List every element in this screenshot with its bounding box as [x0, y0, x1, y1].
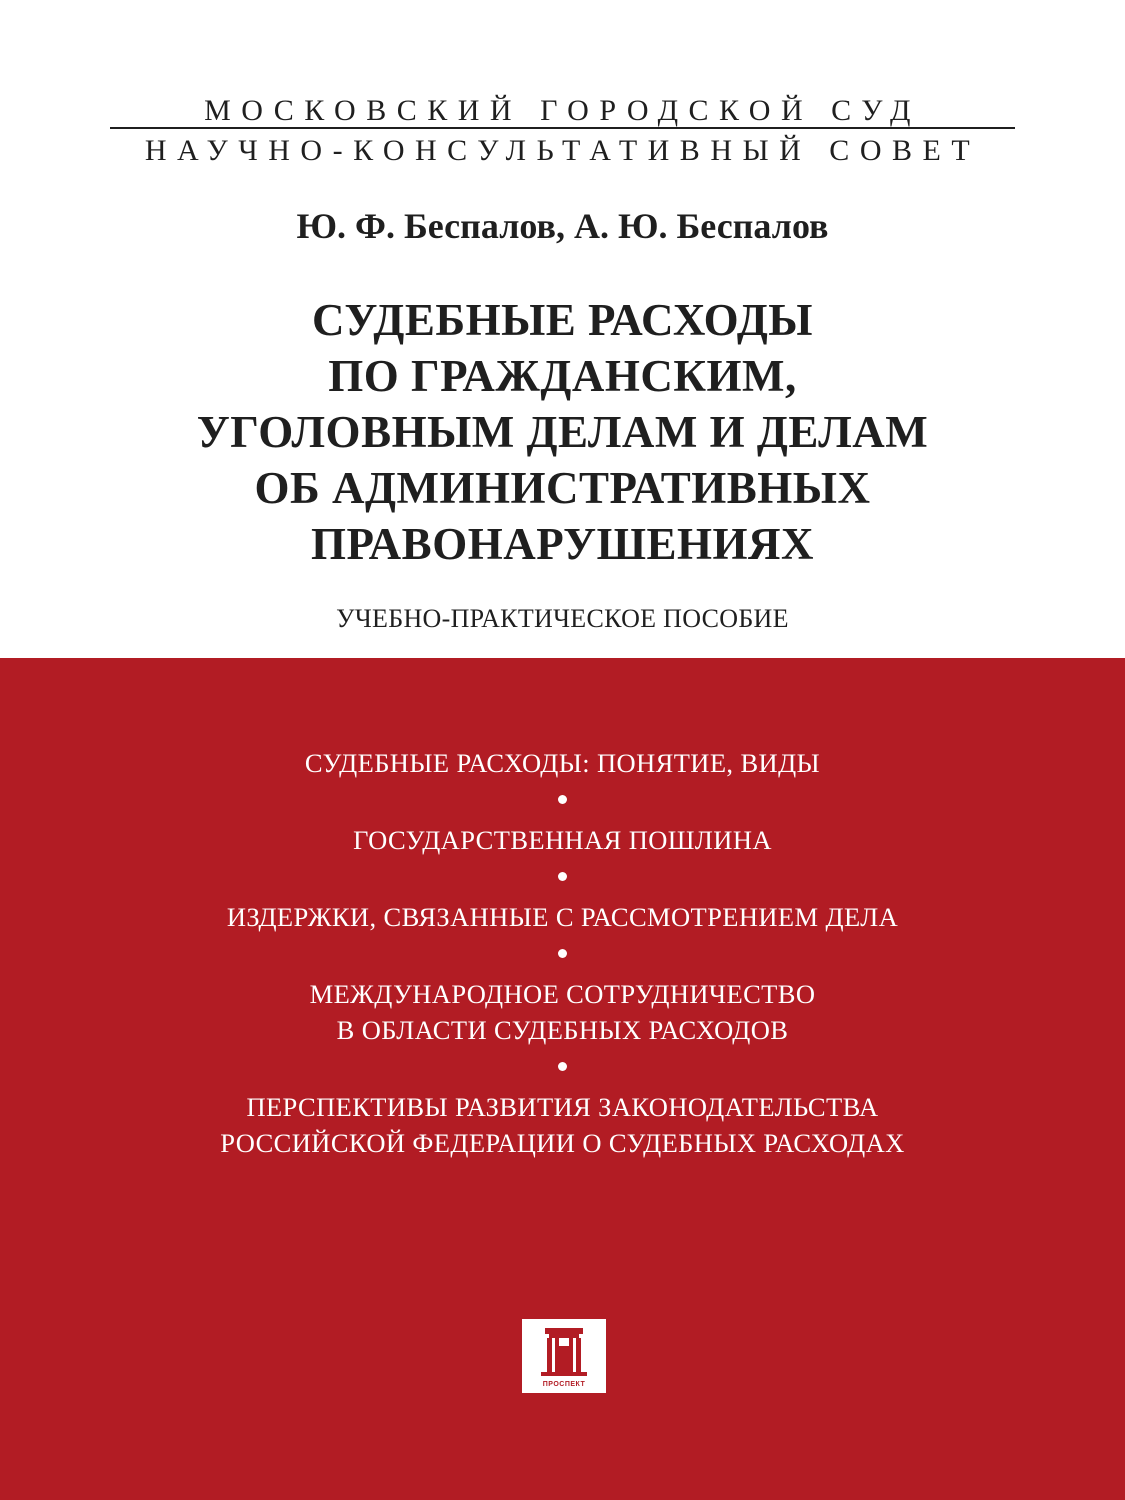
topics-list: [0, 745, 1125, 1161]
title-line: ОБ АДМИНИСТРАТИВНЫХ: [254, 463, 871, 513]
bullet-icon: [558, 949, 567, 958]
cover-top-panel: [0, 0, 1125, 658]
title-line: СУДЕБНЫЕ РАСХОДЫ: [311, 295, 813, 345]
title-line: ПО ГРАЖДАНСКИМ,: [328, 351, 797, 401]
bullet-icon: [558, 1062, 567, 1071]
title-line: УГОЛОВНЫМ ДЕЛАМ И ДЕЛАМ: [196, 407, 929, 457]
book-title: [0, 292, 1125, 572]
topic-item: СУДЕБНЫЕ РАСХОДЫ: ПОНЯТИЕ, ВИДЫ: [304, 748, 821, 778]
council-name: НАУЧНО-КОНСУЛЬТАТИВНЫЙ СОВЕТ: [144, 134, 981, 167]
prospekt-logo-icon: [522, 1319, 606, 1393]
bullet-icon: [558, 872, 567, 881]
topic-item: РОССИЙСКОЙ ФЕДЕРАЦИИ О СУДЕБНЫХ РАСХОДАХ: [220, 1128, 905, 1158]
topic-item: МЕЖДУНАРОДНОЕ СОТРУДНИЧЕСТВО: [309, 979, 816, 1009]
court-name: МОСКОВСКИЙ ГОРОДСКОЙ СУД: [204, 94, 921, 127]
authors: Ю. Ф. Беспалов, А. Ю. Беспалов: [296, 206, 829, 246]
header-divider: [110, 127, 1015, 129]
title-line: ПРАВОНАРУШЕНИЯХ: [310, 519, 815, 569]
publisher-name: ПРОСПЕКТ: [542, 1381, 586, 1388]
topic-item: ГОСУДАРСТВЕННАЯ ПОШЛИНА: [353, 825, 772, 855]
topic-item: В ОБЛАСТИ СУДЕБНЫХ РАСХОДОВ: [336, 1015, 789, 1045]
topic-item: ИЗДЕРЖКИ, СВЯЗАННЫЕ С РАССМОТРЕНИЕМ ДЕЛА: [226, 902, 899, 932]
book-subtitle: УЧЕБНО-ПРАКТИЧЕСКОЕ ПОСОБИЕ: [336, 604, 789, 633]
topic-item: ПЕРСПЕКТИВЫ РАЗВИТИЯ ЗАКОНОДАТЕЛЬСТВА: [246, 1092, 879, 1122]
bullet-icon: [558, 795, 567, 804]
